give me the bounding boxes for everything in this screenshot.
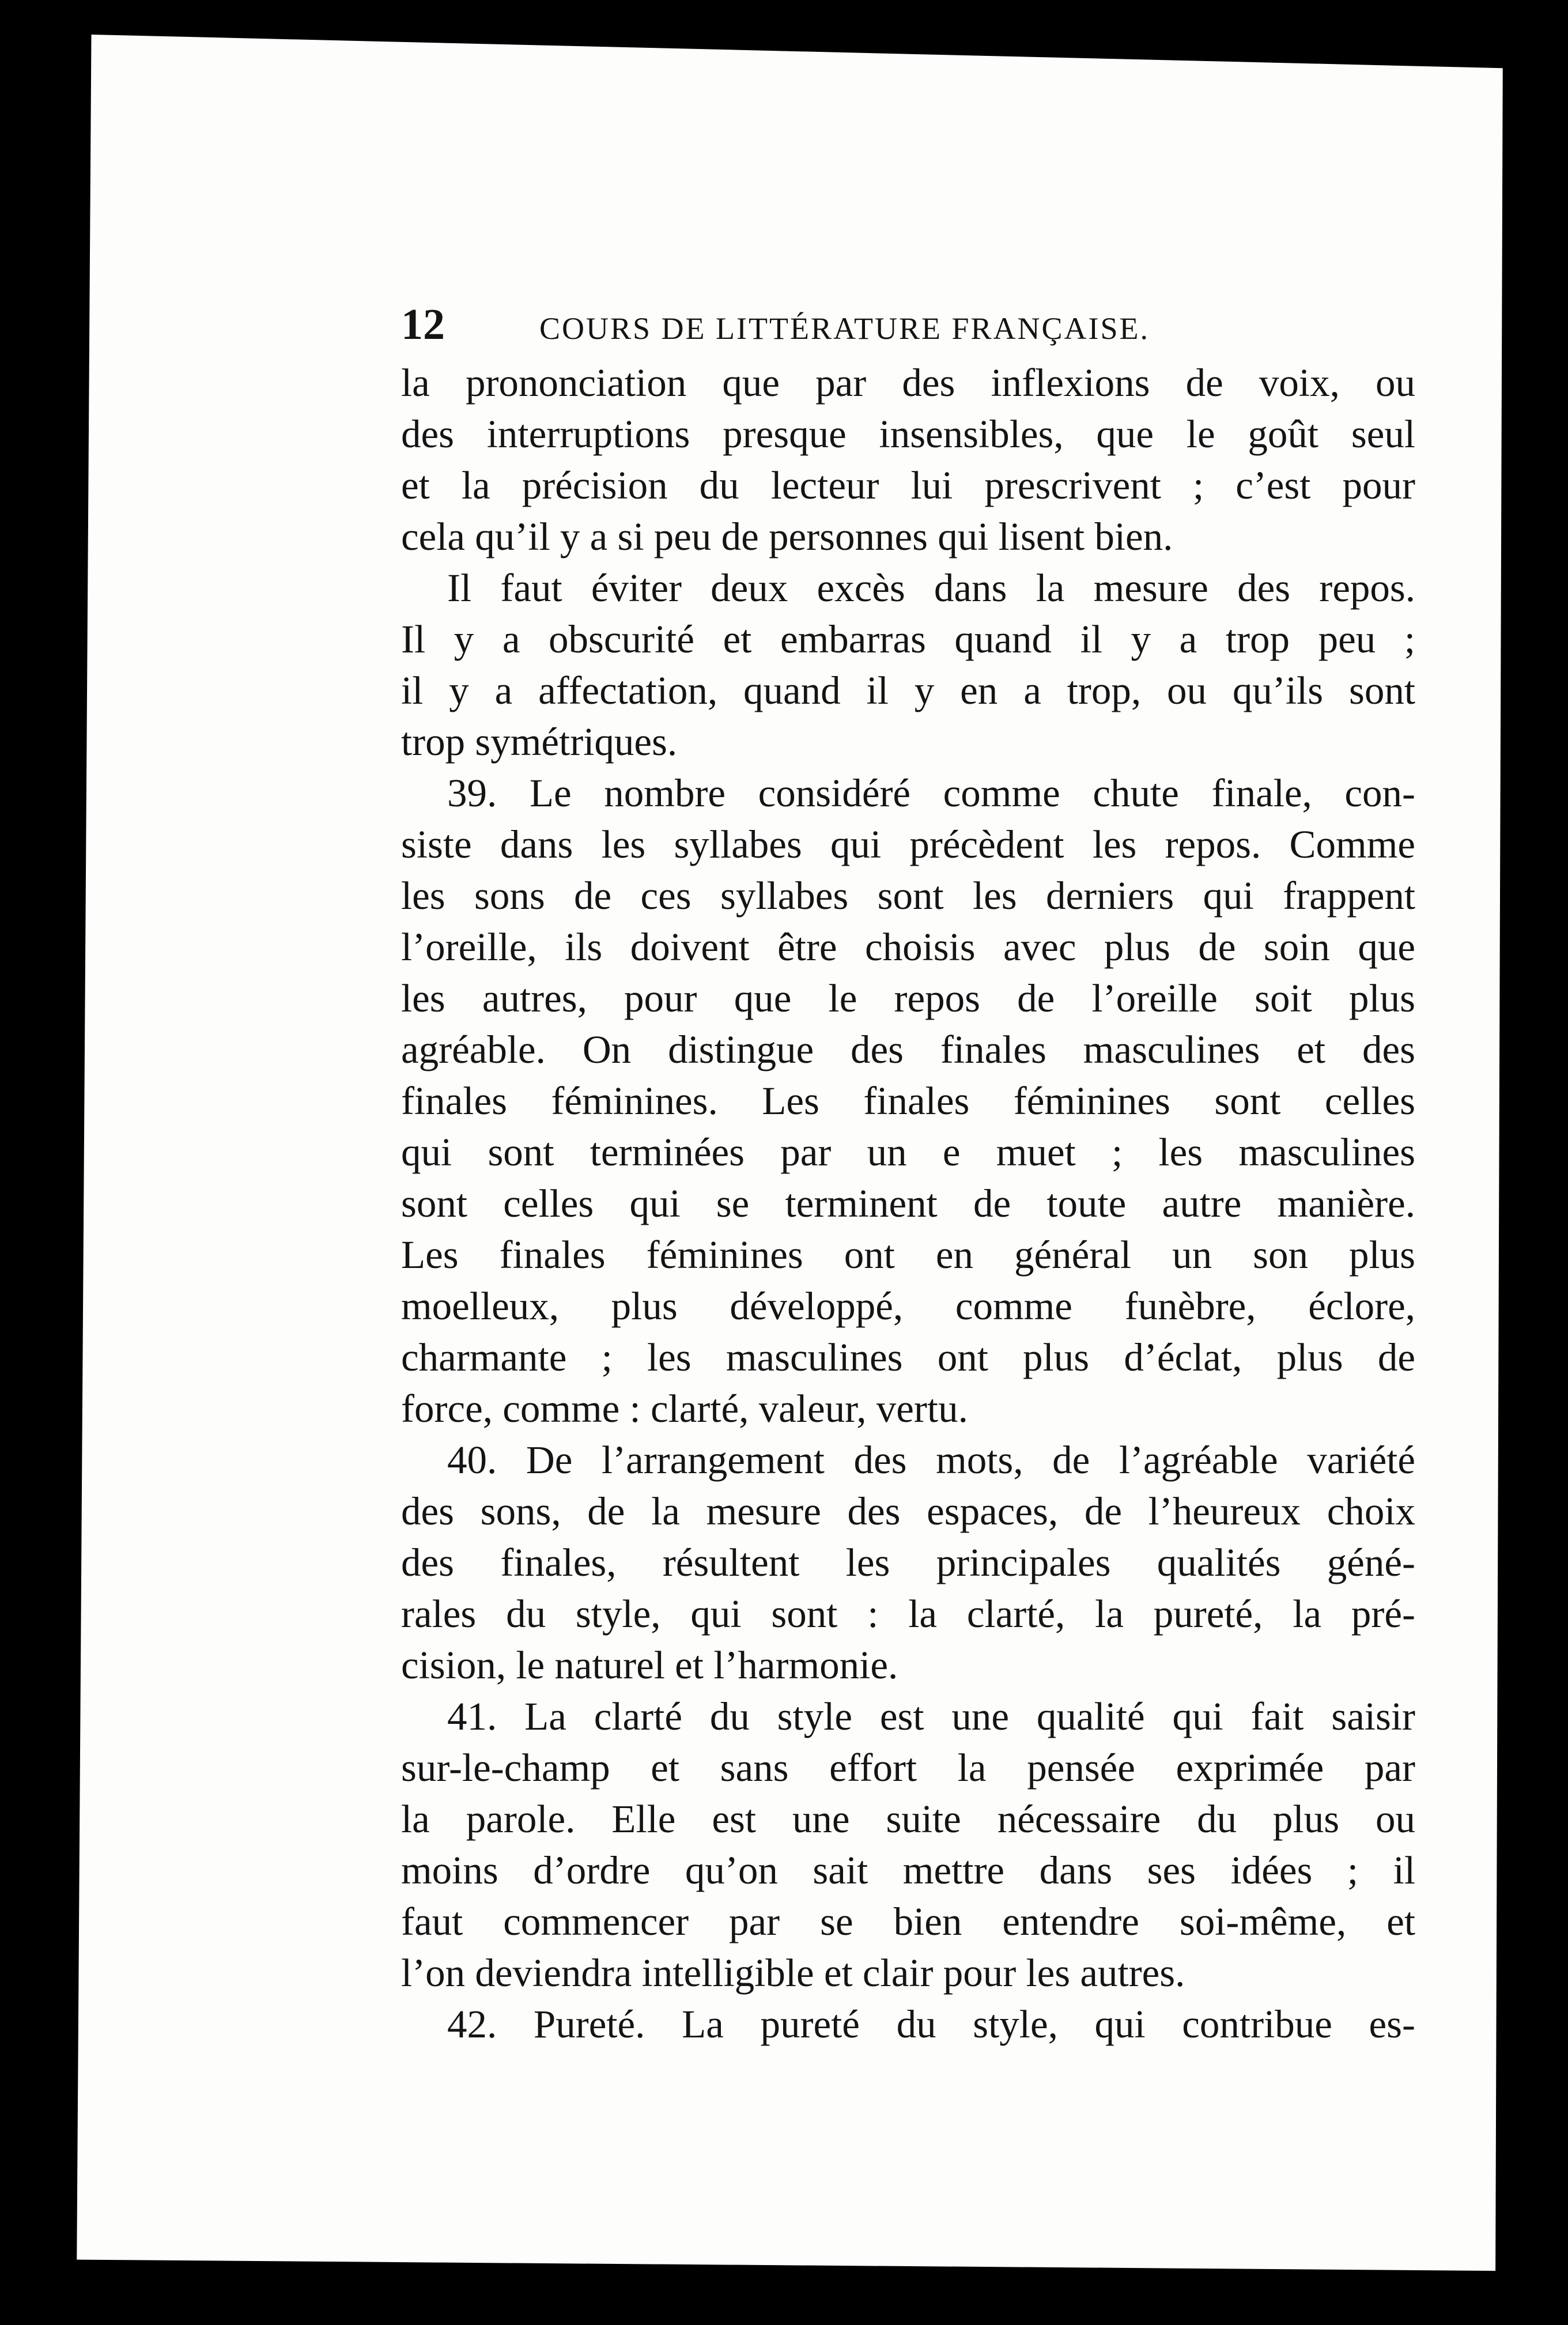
text-line: des interruptions presque insensibles, que le goût seul — [401, 412, 1415, 456]
text-line: cela qu’il y a si peu de personnes qui lisent bien. — [401, 515, 1173, 558]
text-line: rales du style, qui sont : la clarté, la pureté, la pré- — [401, 1592, 1415, 1636]
text-line: la parole. Elle est une suite nécessaire du plus ou — [401, 1797, 1415, 1841]
text-line: moelleux, plus développé, comme funèbre, éclore, — [401, 1284, 1415, 1328]
text-line: 40. De l’arrangement des mots, de l’agréable variété — [447, 1438, 1415, 1482]
paragraph-39 — [401, 768, 1415, 1435]
text-line: force, comme : clarté, valeur, vertu. — [401, 1387, 968, 1431]
text-line: 41. La clarté du style est une qualité qui fait saisir — [447, 1694, 1415, 1738]
paragraph — [401, 563, 1415, 768]
paragraph-40 — [401, 1435, 1415, 1691]
text-line: 42. Pureté. La pureté du style, qui contribue es- — [447, 2002, 1415, 2046]
paragraph — [401, 357, 1415, 563]
running-title: COURS DE LITTÉRATURE FRANÇAISE. — [539, 311, 1150, 346]
running-head — [401, 300, 1415, 357]
text-line: 39. Le nombre considéré comme chute finale, con- — [447, 771, 1415, 815]
text-line: Il faut éviter deux excès dans la mesure des repos. — [447, 566, 1415, 610]
text-line: charmante ; les masculines ont plus d’éclat, plus de — [401, 1335, 1415, 1379]
page-number: 12 — [401, 300, 445, 349]
text-line: l’oreille, ils doivent être choisis avec plus de soin que — [401, 925, 1415, 969]
text-line: sont celles qui se terminent de toute autre manière. — [401, 1182, 1415, 1225]
text-line: moins d’ordre qu’on sait mettre dans ses idées ; il — [401, 1848, 1415, 1892]
text-line: trop symétriques. — [401, 720, 678, 764]
text-line: siste dans les syllabes qui précèdent les repos. Comme — [401, 822, 1415, 866]
paragraph-41 — [401, 1691, 1415, 1999]
text-line: Les finales féminines ont en général un son plus — [401, 1233, 1415, 1277]
text-line: Il y a obscurité et embarras quand il y a trop peu ; — [401, 617, 1415, 661]
paragraph-42 — [401, 1999, 1415, 2050]
text-line: et la précision du lecteur lui prescrivent ; c’est pour — [401, 463, 1415, 507]
text-block — [401, 300, 1415, 2050]
text-line: qui sont terminées par un e muet ; les masculines — [401, 1130, 1415, 1174]
text-line: cision, le naturel et l’harmonie. — [401, 1643, 898, 1687]
text-line: des finales, résultent les principales qualités géné- — [401, 1541, 1415, 1584]
text-line: des sons, de la mesure des espaces, de l’heureux choix — [401, 1489, 1415, 1533]
text-line: la prononciation que par des inflexions de voix, ou — [401, 361, 1415, 405]
text-line: il y a affectation, quand il y en a trop, ou qu’ils sont — [401, 669, 1415, 712]
text-line: les sons de ces syllabes sont les derniers qui frappent — [401, 874, 1415, 918]
text-line: les autres, pour que le repos de l’oreille soit plus — [401, 976, 1415, 1020]
text-line: sur-le-champ et sans effort la pensée exprimée par — [401, 1746, 1415, 1790]
text-line: finales féminines. Les finales féminines sont celles — [401, 1079, 1415, 1123]
text-line: l’on deviendra intelligible et clair pour les autres. — [401, 1951, 1185, 1995]
text-line: faut commencer par se bien entendre soi-même, et — [401, 1900, 1415, 1943]
text-line: agréable. On distingue des finales masculines et des — [401, 1028, 1415, 1071]
